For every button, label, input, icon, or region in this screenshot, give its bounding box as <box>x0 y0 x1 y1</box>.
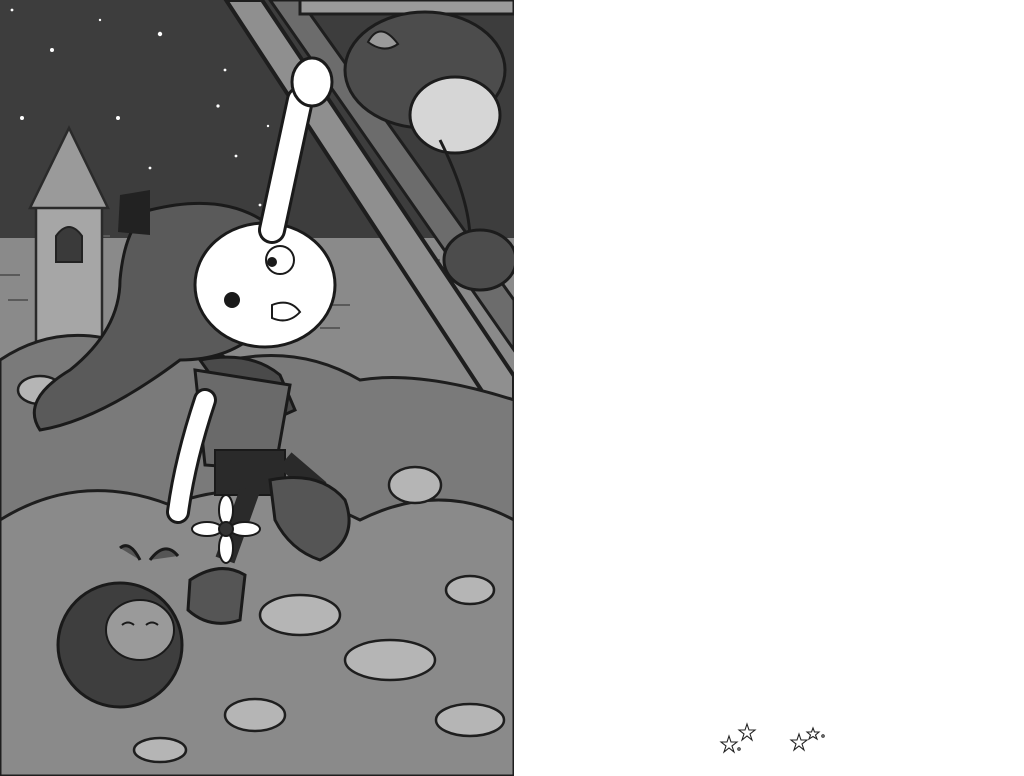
page-footer <box>719 718 829 758</box>
headline-line-2 <box>576 96 984 126</box>
star-ornament-icon <box>791 728 824 750</box>
hair-bow <box>118 190 150 235</box>
star-ornament-icon <box>721 724 755 752</box>
headline-line-1 <box>576 66 984 96</box>
body-text <box>576 66 984 125</box>
text-page <box>514 0 1024 776</box>
